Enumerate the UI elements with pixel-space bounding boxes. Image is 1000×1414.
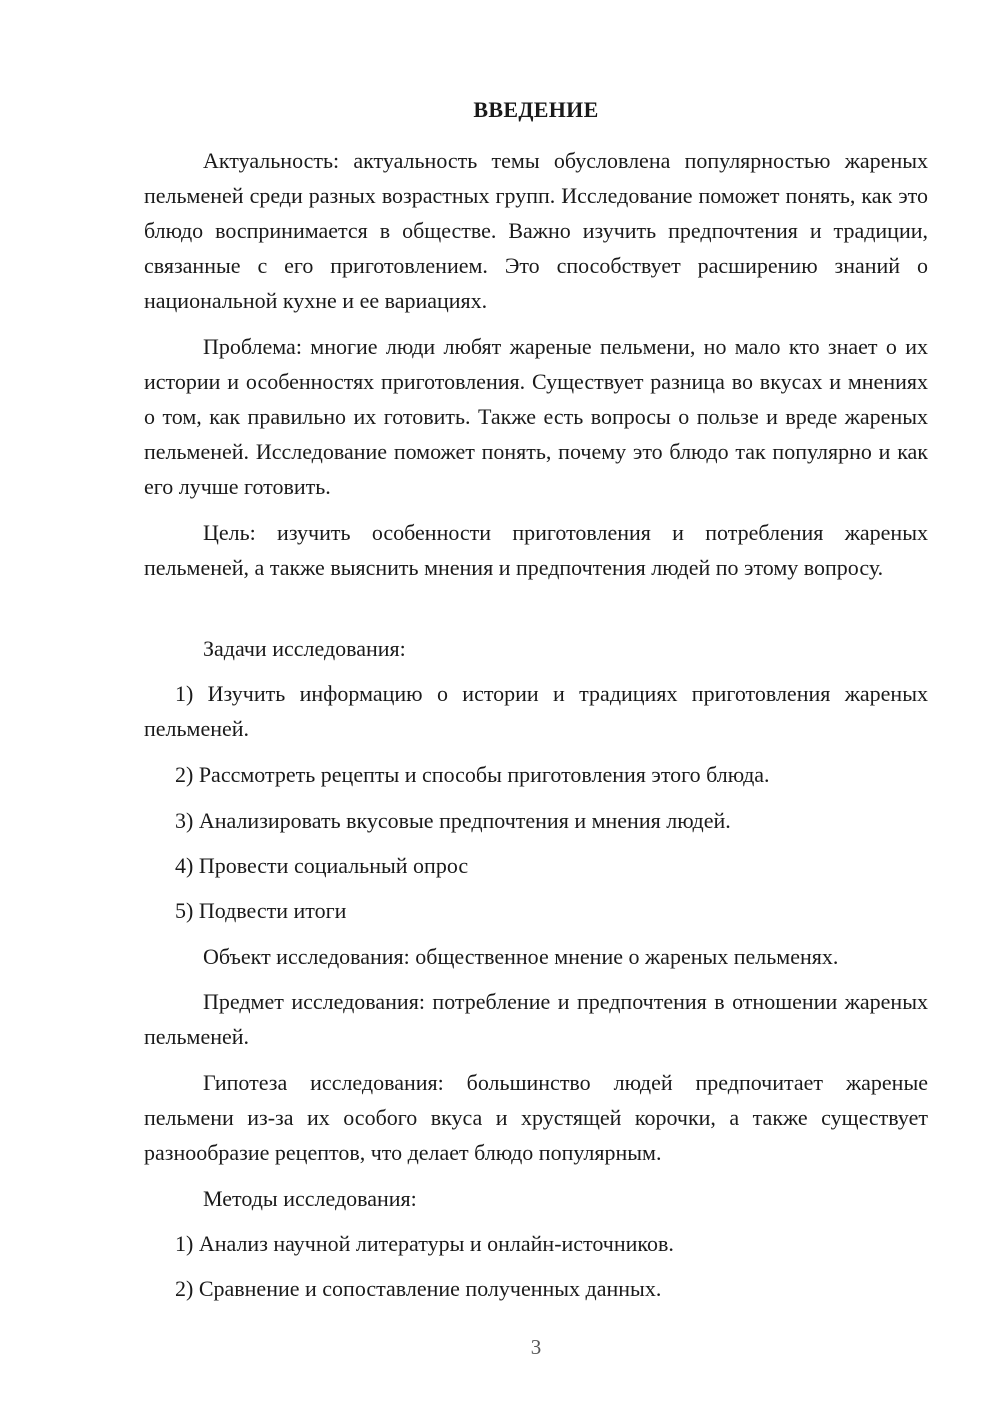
task-item-5: 5) Подвести итоги bbox=[175, 898, 347, 923]
paragraph-goal: Цель: изучить особенности приготовления и потребления жареных пельменей, а также выяснить мнения и предпочтения людей по этому вопросу. bbox=[144, 520, 928, 580]
section-heading: ВВЕДЕНИЕ bbox=[473, 97, 599, 122]
task-item-1: 1) Изучить информацию о истории и традициях приготовления жареных пельменей. bbox=[144, 681, 928, 741]
task-item-3: 3) Анализировать вкусовые предпочтения и мнения людей. bbox=[175, 808, 731, 833]
page-number: 3 bbox=[530, 1335, 542, 1359]
paragraph-hypothesis: Гипотеза исследования: большинство людей предпочитает жареные пельмени из-за их особого вкуса и хрустящей корочки, а также существует разнообразие рецептов, что делает блюдо популярным. bbox=[144, 1070, 928, 1165]
paragraph-object: Объект исследования: общественное мнение о жареных пельменях. bbox=[203, 944, 839, 969]
paragraph-subject: Предмет исследования: потребление и предпочтения в отношении жареных пельменей. bbox=[144, 989, 928, 1049]
paragraph-relevance: Актуальность: актуальность темы обусловлена популярностью жареных пельменей среди разных возрастных групп. Исследование поможет понять, как это блюдо воспринимается в обществе. Важно изучить предпочтения и традиции, связанные с его приготовлением. Это способствует расширению знаний о национальной кухне и ее вариациях. bbox=[144, 148, 928, 313]
method-item-2: 2) Сравнение и сопоставление полученных данных. bbox=[175, 1276, 662, 1301]
method-item-1: 1) Анализ научной литературы и онлайн-источников. bbox=[175, 1231, 674, 1256]
task-item-2: 2) Рассмотреть рецепты и способы приготовления этого блюда. bbox=[175, 762, 770, 787]
task-item-4: 4) Провести социальный опрос bbox=[175, 853, 469, 878]
methods-title: Методы исследования: bbox=[203, 1186, 417, 1211]
tasks-title: Задачи исследования: bbox=[203, 636, 406, 661]
paragraph-problem: Проблема: многие люди любят жареные пельмени, но мало кто знает о их истории и особенностях приготовления. Существует разница во вкусах и мнениях о том, как правильно их готовить. Также есть вопросы о пользе и вреде жареных пельменей. Исследование поможет понять, почему это блюдо так популярно и как его лучше готовить. bbox=[144, 334, 928, 499]
